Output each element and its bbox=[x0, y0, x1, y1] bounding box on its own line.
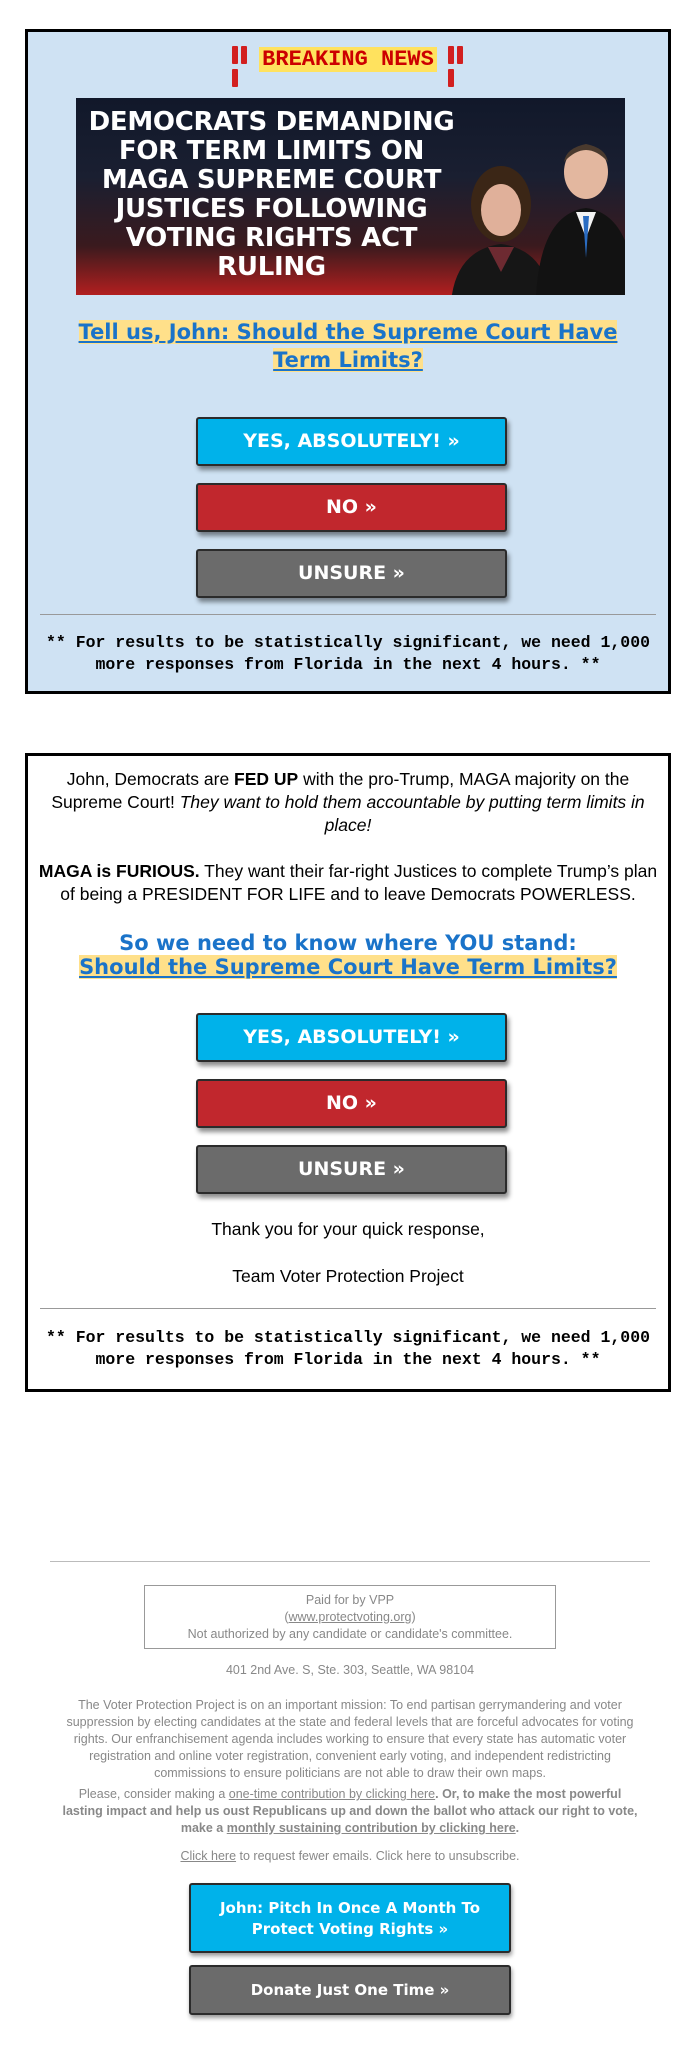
contrib-end: . bbox=[515, 1821, 520, 1835]
not-authorized-text: Not authorized by any candidate or candidate's committee. bbox=[187, 1627, 513, 1641]
paid-by-text: Paid for by VPP bbox=[305, 1593, 395, 1607]
double-exclamation-icon bbox=[231, 46, 249, 72]
website-line bbox=[145, 1609, 555, 1626]
footer-divider bbox=[50, 1561, 650, 1562]
stand-question bbox=[38, 931, 658, 979]
email-preferences bbox=[60, 1848, 640, 1865]
maga-bold: MAGA is FURIOUS. bbox=[38, 861, 200, 881]
paren-close: ) bbox=[411, 1610, 416, 1624]
message-panel bbox=[25, 753, 671, 1392]
divider bbox=[40, 614, 656, 615]
address: 401 2nd Ave. S, Ste. 303, Seattle, WA 98104 bbox=[225, 1663, 475, 1677]
paid-for-box bbox=[144, 1585, 556, 1649]
intro-paragraph bbox=[38, 768, 658, 837]
paren-open: ( bbox=[284, 1610, 289, 1624]
intro-italic: They want to hold them accountable by putting term limits in place! bbox=[179, 792, 645, 835]
contrib-pre: Please, consider making a bbox=[78, 1787, 229, 1801]
monthly-donate-button[interactable]: John: Pitch In Once A Month To Protect Voting Rights » bbox=[189, 1883, 511, 1953]
contrib-bold: . Or, to make the most powerful lasting impact and help us oust Republicans up and down the ballot who attack our right to vote, make a bbox=[62, 1787, 638, 1835]
justice-portrait-man bbox=[536, 128, 625, 295]
monthly-contribution-link[interactable]: monthly sustaining contribution by clicking here bbox=[226, 1821, 516, 1835]
fewer-emails-link[interactable]: Click here bbox=[180, 1849, 237, 1863]
no-button[interactable]: NO » bbox=[196, 483, 507, 532]
breaking-news-panel bbox=[25, 29, 671, 694]
one-time-contribution-link[interactable]: one-time contribution by clicking here bbox=[228, 1787, 436, 1801]
yes-button[interactable]: YES, ABSOLUTELY! » bbox=[196, 417, 507, 466]
intro-bold: FED UP bbox=[234, 769, 299, 789]
stand-question-link[interactable]: Should the Supreme Court Have Term Limits? bbox=[79, 955, 617, 979]
maga-paragraph bbox=[38, 860, 658, 906]
intro-text-2: with the pro-Trump, MAGA majority on the Supreme Court! bbox=[51, 769, 630, 812]
intro-text: John, Democrats are bbox=[66, 769, 235, 789]
yes-button-2[interactable]: YES, ABSOLUTELY! » bbox=[196, 1013, 507, 1062]
stand-question-line: So we need to know where YOU stand: bbox=[119, 931, 577, 955]
survey-question bbox=[58, 318, 638, 374]
hero-image[interactable] bbox=[76, 98, 625, 295]
breaking-news-banner bbox=[28, 46, 668, 72]
breaking-news-label: BREAKING NEWS bbox=[259, 47, 437, 72]
unsure-button[interactable]: UNSURE » bbox=[196, 549, 507, 598]
hero-headline: DEMOCRATS DEMANDING FOR TERM LIMITS ON MAGA SUPREME COURT JUSTICES FOLLOWING VOTING RIGHTS ACT RULING bbox=[88, 107, 455, 282]
unsubscribe-text: to request fewer emails. Click here to unsubscribe. bbox=[236, 1849, 520, 1863]
maga-text: They want their far-right Justices to complete Trump’s plan of being a PRESIDENT FOR LIFE and to leave Democrats POWERLESS. bbox=[60, 861, 658, 904]
survey-question-link[interactable]: Tell us, John: Should the Supreme Court Have Term Limits? bbox=[78, 320, 618, 372]
statistics-note-2: ** For results to be statistically significant, we need 1,000 more responses from Florida in the next 4 hours. ** bbox=[46, 1328, 650, 1369]
divider-2 bbox=[40, 1308, 656, 1309]
no-button-2[interactable]: NO » bbox=[196, 1079, 507, 1128]
double-exclamation-icon bbox=[447, 46, 465, 72]
contribution-text bbox=[60, 1786, 640, 1837]
website-link[interactable]: www.protectvoting.org bbox=[288, 1610, 412, 1624]
unsure-button-2[interactable]: UNSURE » bbox=[196, 1145, 507, 1194]
thanks-text: Thank you for your quick response, bbox=[211, 1219, 485, 1239]
statistics-note: ** For results to be statistically significant, we need 1,000 more responses from Florida in the next 4 hours. ** bbox=[46, 633, 650, 674]
one-time-donate-button[interactable]: Donate Just One Time » bbox=[189, 1965, 511, 2015]
signature: Team Voter Protection Project bbox=[232, 1266, 464, 1286]
mission-text: The Voter Protection Project is on an important mission: To end partisan gerrymandering and voter suppression by electing candidates at the state and federal levels that are forceful advocates for voting rights. Our enfranchisement agenda includes working to ensure that every state has automatic voter registration and online voter registration, convenient early voting, and independent redistricting commissions to ensure politicians are not able to draw their own maps. bbox=[66, 1698, 634, 1780]
